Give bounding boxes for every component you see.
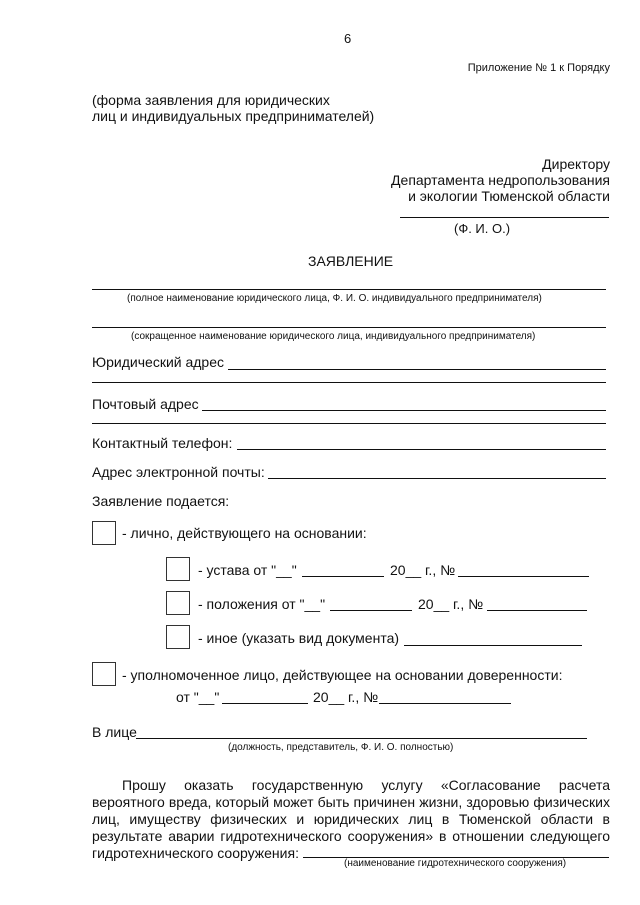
phone-line[interactable] xyxy=(237,449,606,450)
charter-number-line[interactable] xyxy=(458,576,589,577)
structure-name-line[interactable] xyxy=(303,845,609,858)
other-checkbox[interactable] xyxy=(166,625,190,649)
short-name-line[interactable] xyxy=(92,327,606,328)
form-note-line1: (форма заявления для юридических xyxy=(92,92,330,108)
postal-address-line2[interactable] xyxy=(92,423,606,424)
proxy-option-label: - уполномоченное лицо, действующее на основании доверенности: xyxy=(122,667,563,683)
addressee-line3: и экологии Тюменской области xyxy=(408,188,610,204)
charter-option-label: - устава от "__" xyxy=(198,562,297,578)
addressee-fio-caption: (Ф. И. О.) xyxy=(454,221,511,236)
charter-date-line[interactable] xyxy=(302,576,384,577)
in-person-line[interactable] xyxy=(136,738,587,739)
regulation-date-line[interactable] xyxy=(330,610,412,611)
regulation-number-line[interactable] xyxy=(487,610,587,611)
full-name-line[interactable] xyxy=(92,289,606,290)
email-line[interactable] xyxy=(268,478,606,479)
charter-year-label: 20__ г., № xyxy=(390,562,456,578)
personal-checkbox[interactable] xyxy=(92,521,116,545)
postal-address-line[interactable] xyxy=(202,410,606,411)
full-name-caption: (полное наименование юридического лица, Ф. И. О. индивидуального предпринимателя) xyxy=(127,293,542,304)
proxy-year-label: 20__ г., № xyxy=(313,689,379,705)
regulation-checkbox[interactable] xyxy=(166,591,190,615)
legal-address-line2[interactable] xyxy=(92,382,606,383)
legal-address-line[interactable] xyxy=(228,369,606,370)
proxy-checkbox[interactable] xyxy=(92,662,116,686)
short-name-caption: (сокращенное наименование юридического лица, индивидуального предпринимателя) xyxy=(131,331,536,342)
document-title: ЗАЯВЛЕНИЕ xyxy=(308,253,394,269)
phone-label: Контактный телефон: xyxy=(92,435,233,451)
form-note-line2: лиц и индивидуальных предпринимателей) xyxy=(92,108,375,124)
addressee-line2: Департамента недропользования xyxy=(391,172,610,188)
email-label: Адрес электронной почты: xyxy=(92,464,265,480)
personal-option-label: - лично, действующего на основании: xyxy=(122,525,367,541)
structure-caption: (наименование гидротехнического сооружения) xyxy=(344,858,567,869)
page-number: 6 xyxy=(344,31,352,46)
addressee-fio-line[interactable] xyxy=(400,217,609,218)
proxy-date-line[interactable] xyxy=(222,703,308,704)
other-document-line[interactable] xyxy=(404,645,582,646)
addressee-line1: Директору xyxy=(542,156,610,172)
submitted-label: Заявление подается: xyxy=(92,493,230,509)
proxy-number-line[interactable] xyxy=(379,703,511,704)
request-text: Прошу оказать государственную услугу «Согласование расчета вероятного вреда, который может быть причинен жизни, здоровью физических лиц, имуществу физических и юридических лиц в Тюменской области в результате аварии гидротехнического сооружения» в отношении следующего гидротехнического сооружения: xyxy=(92,777,610,861)
appendix-note: Приложение № 1 к Порядку xyxy=(467,62,610,74)
other-option-label: - иное (указать вид документа) xyxy=(198,630,400,646)
legal-address-label: Юридический адрес xyxy=(92,354,225,370)
regulation-option-label: - положения от "__" xyxy=(198,596,326,612)
charter-checkbox[interactable] xyxy=(166,557,190,581)
request-paragraph xyxy=(92,777,610,862)
postal-address-label: Почтовый адрес xyxy=(92,396,199,412)
proxy-from-label: от "__" xyxy=(176,689,220,705)
position-caption: (должность, представитель, Ф. И. О. полностью) xyxy=(228,742,454,753)
regulation-year-label: 20__ г., № xyxy=(418,596,484,612)
in-person-label: В лице xyxy=(92,724,137,740)
